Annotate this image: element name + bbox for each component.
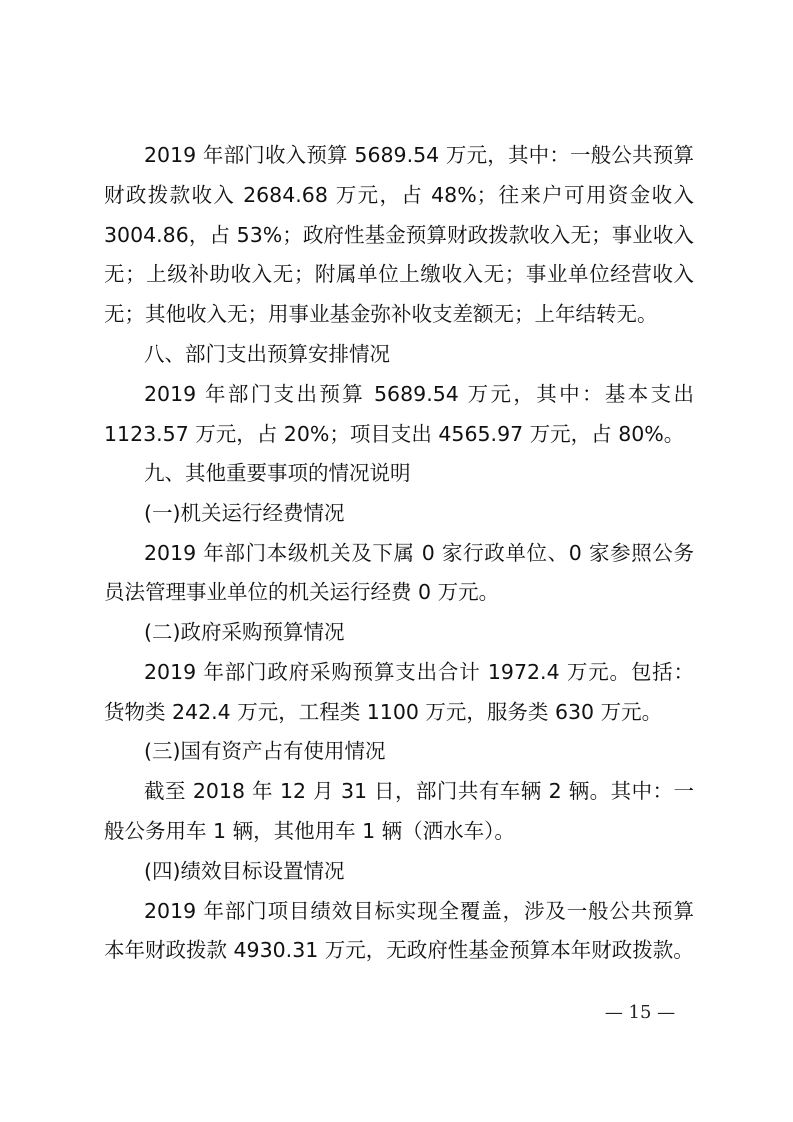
revenue-line-3: 3004.86，占 53%；政府性基金预算财政拨款收入无；事业收入: [104, 223, 694, 247]
performance-line-1: 2019 年部门项目绩效目标实现全覆盖，涉及一般公共预算: [144, 899, 694, 923]
revenue-line-2: 财政拨款收入 2684.68 万元，占 48%；往来户可用资金收入: [104, 183, 694, 207]
state-assets-line-2: 般公务用车 1 辆，其他用车 1 辆（洒水车）。: [104, 819, 515, 843]
page-number: — 15 —: [604, 1002, 676, 1023]
procurement-line-1: 2019 年部门政府采购预算支出合计 1972.4 万元。包括：: [144, 660, 694, 684]
subheading-operating-costs: (一)机关运行经费情况: [144, 501, 345, 525]
revenue-line-5: 无；其他收入无；用事业基金弥补收支差额无；上年结转无。: [104, 302, 658, 326]
subheading-state-assets: (三)国有资产占有使用情况: [144, 739, 386, 763]
expenditure-line-1: 2019 年部门支出预算 5689.54 万元，其中：基本支出: [144, 382, 694, 406]
operating-costs-line-1: 2019 年部门本级机关及下属 0 家行政单位、0 家参照公务: [144, 541, 694, 565]
section-heading-expenditure: 八、部门支出预算安排情况: [144, 342, 390, 366]
state-assets-line-1: 截至 2018 年 12 月 31 日，部门共有车辆 2 辆。其中：一: [144, 779, 694, 803]
performance-line-2: 本年财政拨款 4930.31 万元，无政府性基金预算本年财政拨款。: [104, 938, 694, 962]
revenue-line-1: 2019 年部门收入预算 5689.54 万元，其中：一般公共预算: [144, 143, 694, 167]
expenditure-line-2: 1123.57 万元，占 20%；项目支出 4565.97 万元，占 80%。: [104, 422, 685, 446]
procurement-line-2: 货物类 242.4 万元，工程类 1100 万元，服务类 630 万元。: [104, 700, 663, 724]
operating-costs-line-2: 员法管理事业单位的机关运行经费 0 万元。: [104, 580, 500, 604]
subheading-procurement: (二)政府采购预算情况: [144, 620, 345, 644]
revenue-line-4: 无；上级补助收入无；附属单位上缴收入无；事业单位经营收入: [104, 262, 694, 286]
section-heading-other-matters: 九、其他重要事项的情况说明: [144, 461, 411, 485]
subheading-performance-targets: (四)绩效目标设置情况: [144, 859, 345, 883]
